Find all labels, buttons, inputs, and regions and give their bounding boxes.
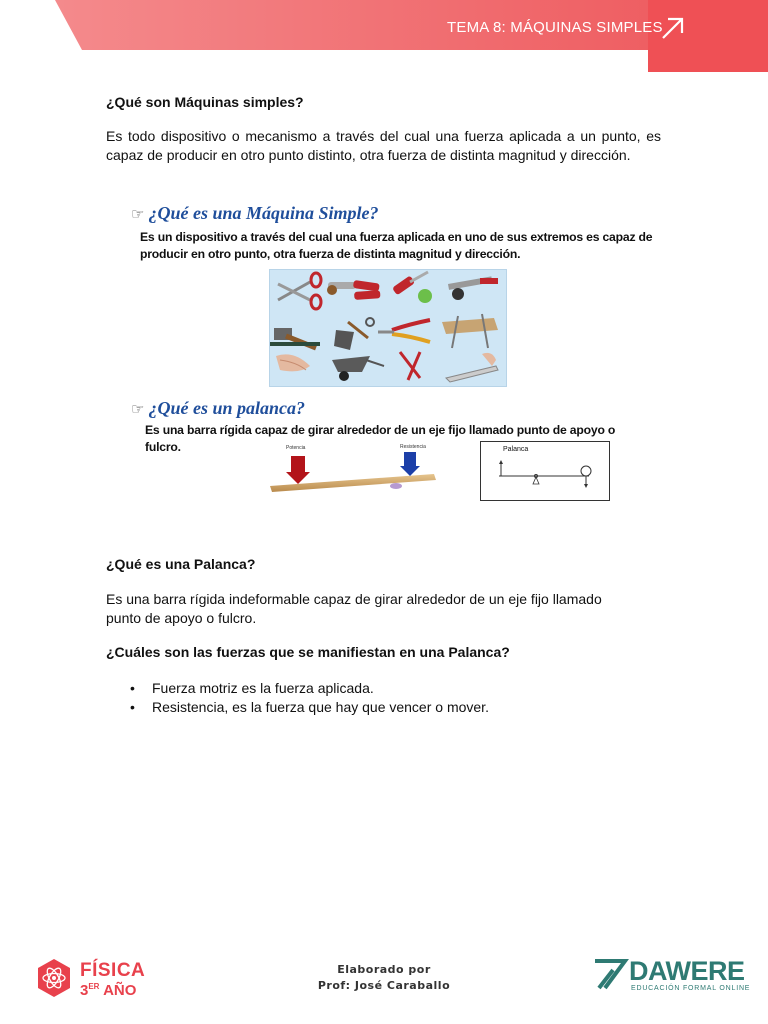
slide-title-lever-text: ¿Qué es un palanca? bbox=[148, 398, 305, 418]
header-title: TEMA 8: MÁQUINAS SIMPLES bbox=[447, 19, 663, 36]
atom-logo-icon bbox=[37, 958, 71, 998]
lever-illustration bbox=[266, 444, 438, 496]
pointing-hand-icon: ☞ bbox=[131, 402, 145, 418]
header-band bbox=[0, 0, 768, 72]
bullet-icon: • bbox=[130, 680, 135, 696]
forces-list bbox=[130, 680, 489, 718]
header-shape bbox=[0, 0, 768, 72]
answer-lever bbox=[106, 590, 661, 627]
pliers-icon bbox=[378, 320, 430, 342]
answer-lever-line1: Es una barra rígida indeformable capaz de girar alrededor de un eje fijo llamado bbox=[106, 591, 602, 607]
red-arrow-icon bbox=[286, 456, 310, 484]
grade-number: 3 bbox=[80, 982, 89, 999]
list-item bbox=[130, 680, 489, 699]
potencia-label: Potencia bbox=[286, 445, 306, 451]
tweezers-icon bbox=[400, 352, 420, 380]
arm-icon bbox=[276, 354, 310, 371]
bullet-text: Resistencia, es la fuerza que hay que vencer o mover. bbox=[152, 699, 489, 715]
question-forces: ¿Cuáles son las fuerzas que se manifiestan en una Palanca? bbox=[106, 644, 510, 660]
arrow-up-right-icon bbox=[660, 15, 686, 41]
boat-oars-icon bbox=[442, 314, 498, 348]
pointing-hand-icon: ☞ bbox=[131, 207, 145, 223]
shovel-icon bbox=[334, 318, 374, 350]
answer-simple-machines: Es todo dispositivo o mecanismo a través del cual una fuerza aplicada a un punto, es capaz de producir en otro punto distinto, otra fuerza de distinta magnitud y dirección. bbox=[106, 128, 661, 163]
slide-text-1-line2: producir en otro punto, otra fuerza de distinta magnitud y dirección. bbox=[140, 247, 521, 261]
dawere-logo-icon bbox=[593, 958, 629, 990]
credit-line1: Elaborado por bbox=[337, 963, 431, 976]
grade-suffix: ER bbox=[88, 982, 100, 991]
lever-board-graphic bbox=[266, 444, 438, 496]
question-simple-machines: ¿Qué son Máquinas simples? bbox=[106, 94, 304, 110]
grade-label bbox=[80, 982, 145, 999]
slide-text-2-line1: Es una barra rígida capaz de girar alrededor de un eje fijo llamado punto de apoyo o bbox=[145, 423, 616, 437]
question-lever: ¿Qué es una Palanca? bbox=[106, 556, 256, 572]
diagram-title: Palanca bbox=[503, 446, 529, 453]
slide-text-2-line2: fulcro. bbox=[145, 440, 181, 454]
slide-title-text: ¿Qué es una Máquina Simple? bbox=[148, 203, 379, 223]
answer-lever-line2: punto de apoyo o fulcro. bbox=[106, 609, 257, 626]
author-credit bbox=[300, 962, 468, 994]
resistencia-label: Resistencia bbox=[400, 444, 426, 450]
lever-diagram bbox=[480, 441, 610, 501]
nutcracker-icon bbox=[327, 280, 380, 300]
hammer-icon bbox=[270, 328, 320, 348]
list-item bbox=[130, 699, 489, 718]
slide-text-1-line1: Es un dispositivo a través del cual una fuerza aplicada en uno de sus extremos es capaz de bbox=[140, 230, 653, 244]
grade-word: AÑO bbox=[99, 982, 137, 999]
credit-line2: Prof: José Caraballo bbox=[317, 979, 451, 992]
slide-title-simple-machine bbox=[131, 203, 379, 224]
bullet-icon: • bbox=[130, 699, 135, 715]
slide-text-1 bbox=[140, 229, 652, 263]
can-opener-icon bbox=[448, 276, 498, 300]
bullet-text: Fuerza motriz es la fuerza aplicada. bbox=[152, 680, 374, 696]
subject-label bbox=[80, 960, 145, 999]
slide-title-lever bbox=[131, 398, 305, 419]
subject-name: FÍSICA bbox=[80, 960, 146, 981]
brand-name: DAWERE bbox=[629, 956, 745, 986]
brand-tagline: EDUCACIÓN FORMAL ONLINE bbox=[631, 985, 751, 992]
lever-schematic bbox=[481, 442, 609, 500]
tools-illustration bbox=[270, 270, 506, 386]
blue-arrow-icon bbox=[400, 452, 420, 476]
foot-lever-icon bbox=[446, 353, 498, 382]
tools-collage bbox=[269, 269, 507, 387]
scissors-icon bbox=[278, 273, 321, 309]
screwdriver-icon bbox=[392, 272, 432, 303]
wheelbarrow-icon bbox=[332, 356, 384, 381]
